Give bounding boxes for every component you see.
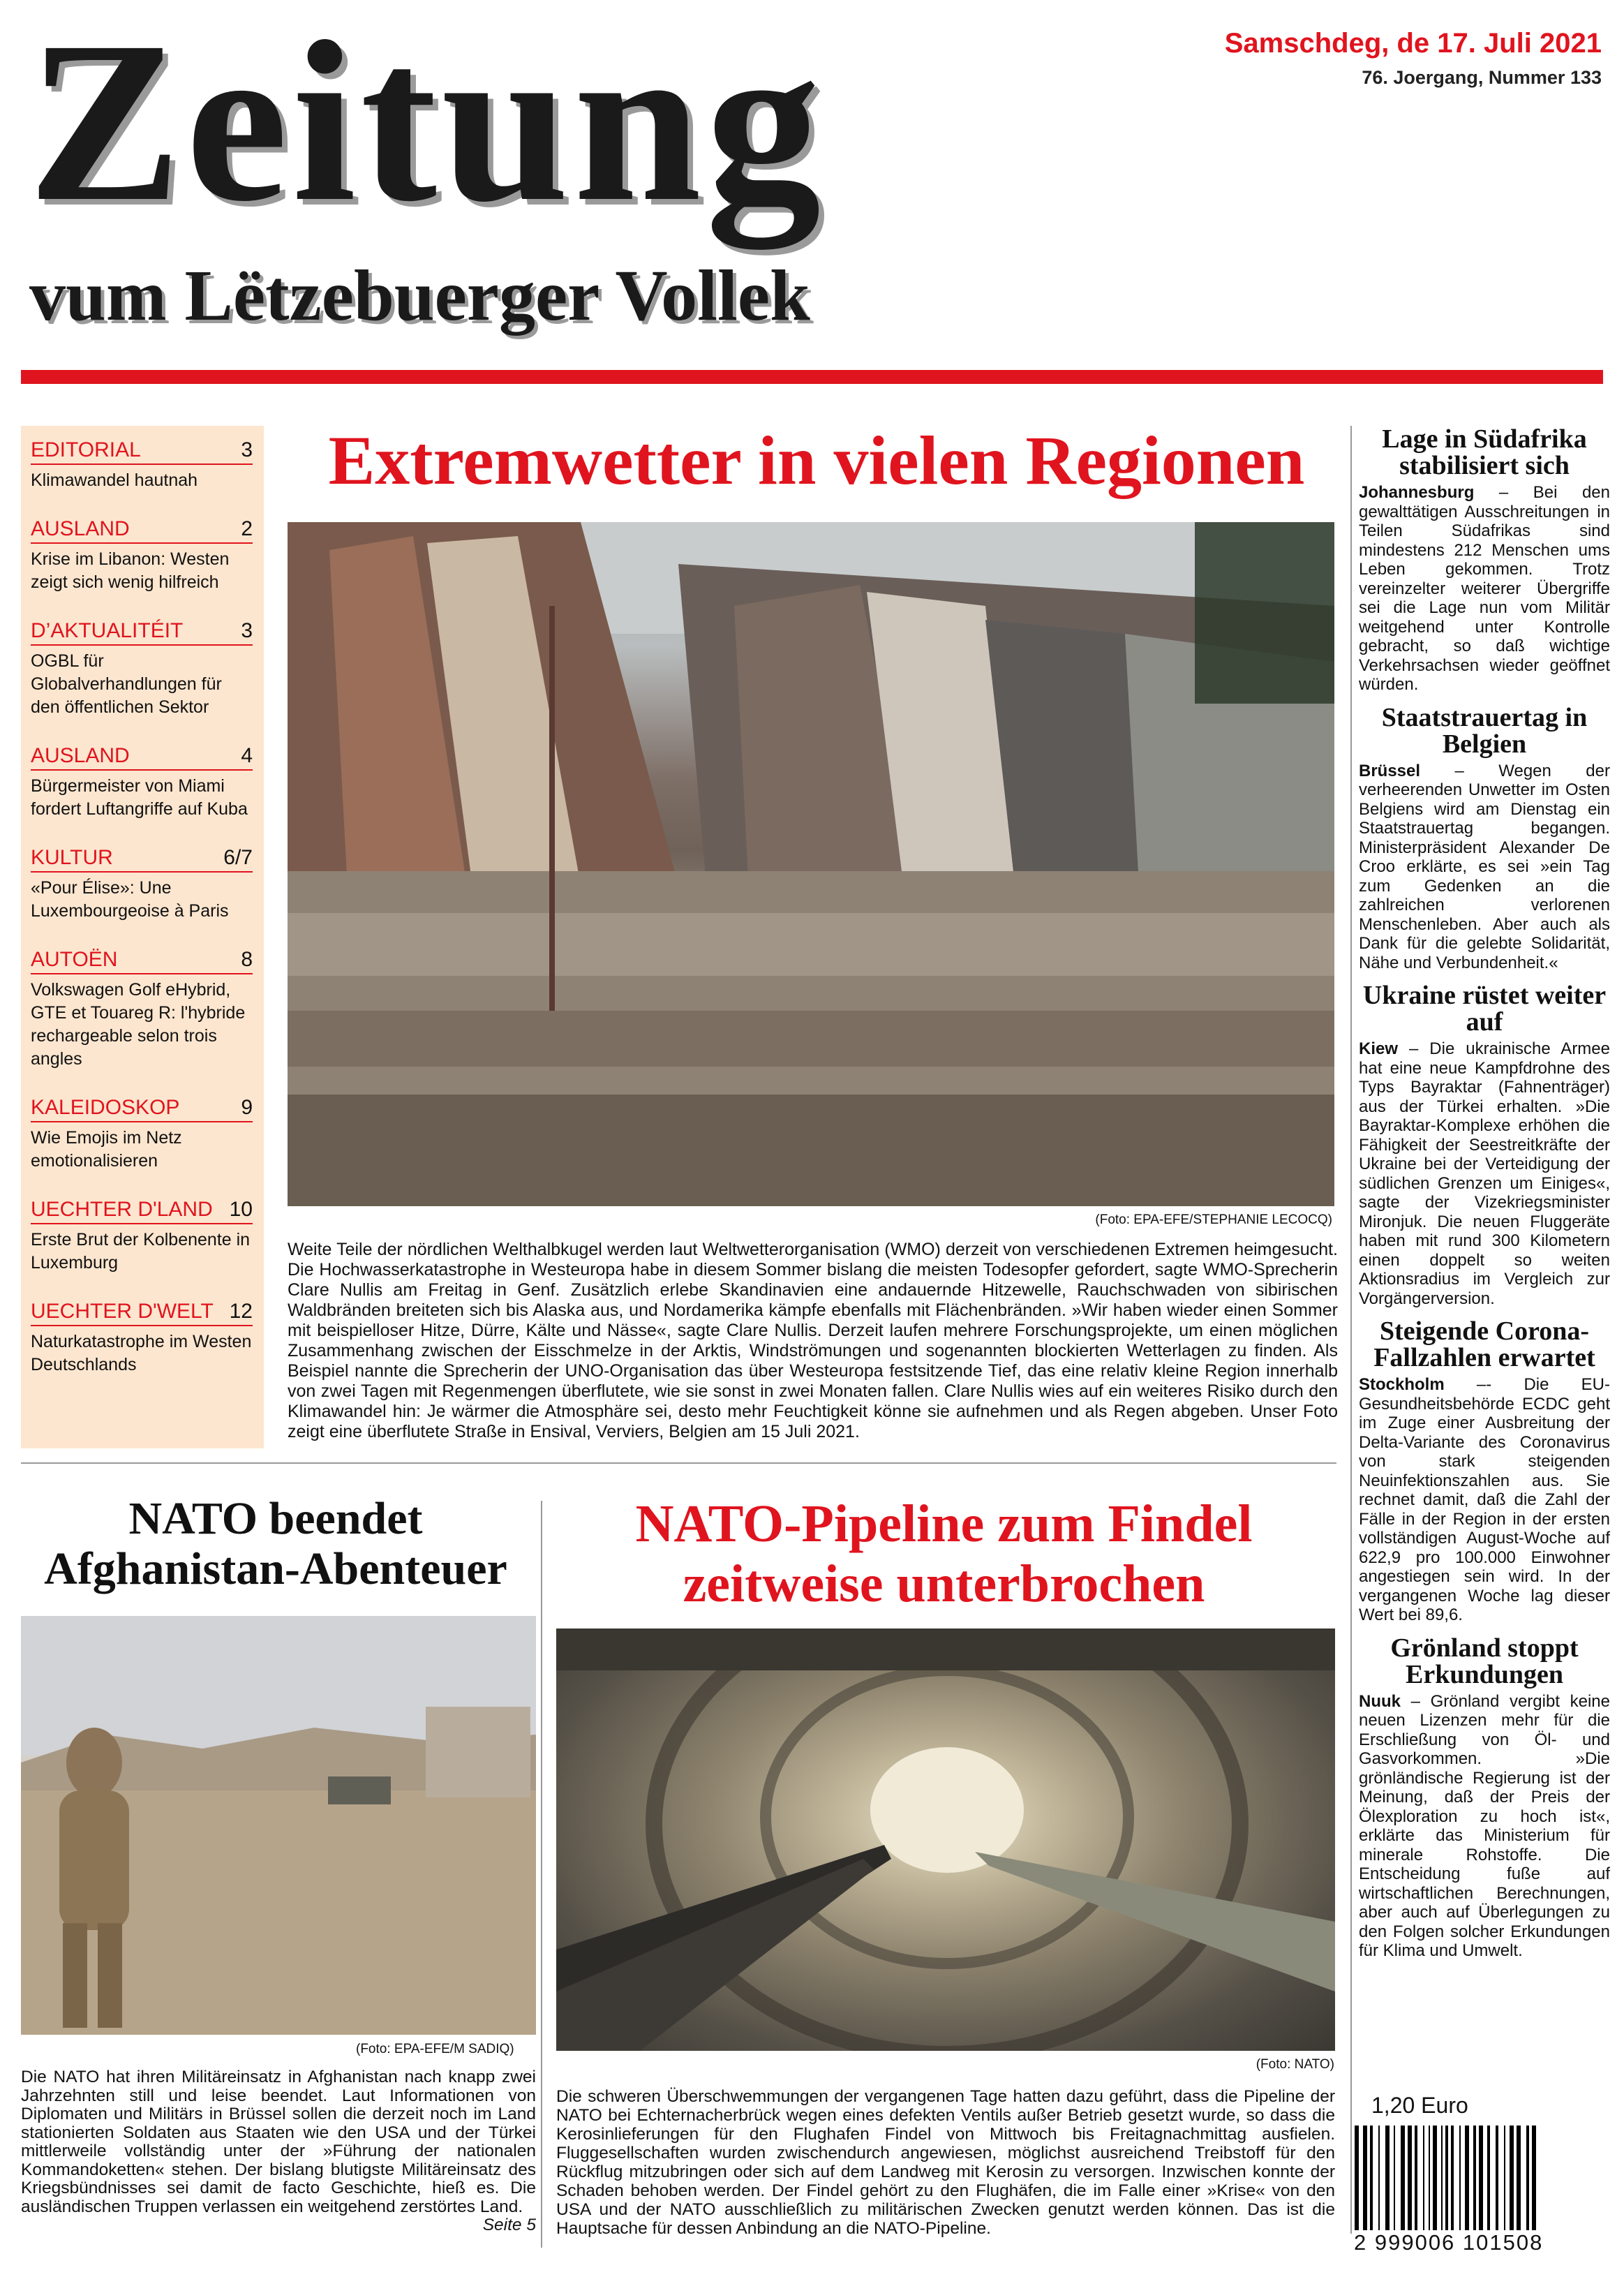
barcode-bar: [1408, 2126, 1412, 2230]
index-page-number: 9: [241, 1096, 253, 1119]
price: 1,20 Euro: [1371, 2093, 1468, 2118]
main-headline[interactable]: Extremwetter in vielen Regionen: [328, 422, 1305, 499]
barcode-number: 2 999006 101508: [1354, 2230, 1544, 2255]
column-divider: [541, 1501, 542, 2248]
barcode-bar: [1378, 2126, 1380, 2230]
index-description: Krise im Libanon: Westen zeigt sich wenig hilfreich: [31, 549, 230, 592]
brief-item: [1359, 1635, 1610, 1961]
barcode-bar: [1394, 2126, 1395, 2230]
news-briefs-column: [1350, 426, 1610, 2234]
index-page-number: 3: [241, 438, 253, 461]
brief-headline[interactable]: Steigende Corona-Fallzahlen erwartet: [1373, 1316, 1595, 1372]
barcode-bar: [1355, 2126, 1359, 2230]
index-item[interactable]: [31, 437, 253, 492]
index-page-number: 4: [241, 744, 253, 767]
brief-dateline: Nuuk: [1359, 1691, 1401, 1711]
barcode-bar: [1459, 2126, 1461, 2230]
nato-photo-caption: (Foto: EPA-EFE/M SADIQ): [356, 2042, 514, 2056]
brief-headline[interactable]: Staatstrauertag in Belgien: [1381, 702, 1588, 759]
main-photo-caption: (Foto: EPA-EFE/STEPHANIE LECOCQ): [1095, 1212, 1332, 1227]
barcode-bar: [1363, 2126, 1367, 2230]
index-item[interactable]: [31, 845, 253, 923]
index-description: Klimawandel hautnah: [31, 470, 198, 490]
index-page-number: 12: [229, 1300, 253, 1323]
tunnel-illustration: [556, 1629, 1335, 2051]
main-story-body: Weite Teile der nördlichen Welthalbkugel werden laut Weltwetterorganisation (WMO) derzeit von verschiedenen Extremen heimgesucht. Die Hochwasserkatastrophe in Westeuropa habe in diesem Sommer bislang die meisten Todesopfer gefordert, sagte WMO-Sprecherin Clare Nullis am Freitag in Genf. Zusätzlich erlebe Skandinavien eine andauernde Hitzewelle, Rauchschwaden von sibirischen Waldbränden breiteten sich bis Alaska aus, und Nordamerika kämpfe ebenfalls mit Flächenbränden. »Wir haben wieder einen Sommer mit beispielloser Hitze, Dürre, Kälte und Nässe«, sagte Clare Nullis. Derzeit laufen mehrere Forschungsprojekte, um einen möglichen Zusammenhang zwischen der Eisschmelze in der Arktis, Windströmungen und sogenannten blockierten Wetterlagen zu finden. Als Beispiel nannte die Sprecherin der UNO-Organisation das über Westeuropa festsitzende Tief, das eine relativ kleine Region innerhalb von zwei Tagen mit Regenmengen überflutete, wie sie sonst in zwei Monaten fallen. Clare Nullis wies auf ein weiteres Risiko durch den Klimawandel hin: Je wärmer die Atmosphäre sei, desto mehr Feuchtigkeit könne sie aufnehmen und als Regen abgeben. Unser Foto zeigt eine überflutete Straße in Ensival, Verviers, Belgien am 15 Juli 2021.: [288, 1240, 1338, 1441]
section-divider: [21, 1462, 1336, 1464]
brief-dateline: Stockholm: [1359, 1375, 1445, 1394]
issue-date: Samschdeg, de 17. Juli 2021: [1224, 28, 1602, 59]
flood-illustration: [288, 522, 1334, 1206]
index-description: Erste Brut der Kolbenente in Luxemburg: [31, 1230, 251, 1273]
brief-item: [1359, 704, 1610, 973]
brief-dateline: Brüssel: [1359, 761, 1421, 780]
barcode-bar: [1504, 2126, 1505, 2230]
barcode-bar: [1429, 2126, 1430, 2230]
barcode-bar: [1532, 2126, 1536, 2230]
index-item[interactable]: [31, 618, 253, 719]
index-item[interactable]: [31, 743, 253, 821]
brief-item: [1359, 982, 1610, 1308]
pipeline-headline[interactable]: NATO-Pipeline zum Findel zeitweise unterbrochen: [635, 1494, 1253, 1613]
index-section-label[interactable]: EDITORIAL: [31, 438, 141, 461]
brief-text: – Bei den gewalttätigen Ausschreitungen in Teilen Südafrikas sind mindestens 212 Menschen ums Leben gekommen. Trotz vereinzelter weiterer Übergriffe sei die Lage nun vom Militär weitgehend unter Kontrolle gebracht, so daß wichtige Verkehrsachsen wieder geöffnet würden.: [1359, 483, 1610, 694]
pipeline-photo-caption: (Foto: NATO): [1256, 2057, 1334, 2072]
index-section-label[interactable]: AUTOËN: [31, 948, 118, 971]
index-description: Bürgermeister von Miami fordert Luftangriffe auf Kuba: [31, 776, 248, 819]
pipeline-tunnel-photo: [556, 1629, 1335, 2051]
barcode: [1350, 2126, 1602, 2230]
brief-dateline: Kiew: [1359, 1039, 1399, 1058]
index-page-number: 10: [229, 1198, 253, 1221]
index-section-label[interactable]: AUSLAND: [31, 744, 130, 767]
index-section-label[interactable]: UECHTER D'WELT: [31, 1300, 214, 1323]
index-item[interactable]: [31, 947, 253, 1071]
barcode-bar: [1473, 2126, 1476, 2230]
barcode-bar: [1487, 2126, 1490, 2230]
masthead-rule: [21, 370, 1603, 384]
nato-body-text: Die NATO hat ihren Militäreinsatz in Afghanistan nach knapp zwei Jahrzehnten still und leise beendet. Laut Informationen von Diplomaten und Militärs in Brüssel sollen die derzeit noch im Land stationierten Soldaten aus Staaten wie den USA und der Türkei mittlerweile vollständig unter der »Führung der nationalen Kommandoketten« stehen. Der bislang blutigste Militäreinsatz des Kriegsbündnisses sei damit de facto Geschichte, hieß es. Die ausländischen Truppen verlassen ein weitgehend zerstörtes Land.: [21, 2068, 536, 2216]
brief-headline[interactable]: Grönland stoppt Erkundungen: [1390, 1633, 1579, 1689]
index-sidebar: [21, 426, 264, 1448]
barcode-bar: [1370, 2126, 1373, 2230]
brief-text: –- Die EU-Gesundheitsbehörde ECDC geht im Zuge einer Ausbreitung der Delta-Variante des Coronavirus von stark steigenden Neuinfektionszahlen aus. Sie rechnet damit, daß die Zahl der Fälle in der Region in der ersten vollständigen August-Woche auf 622,9 pro 100.000 Einwohner angestiegen sein wird. In der vergangenen Woche lag dieser Wert bei 89,6.: [1359, 1375, 1610, 1624]
barcode-bar: [1479, 2126, 1483, 2230]
index-item[interactable]: [31, 1298, 253, 1377]
brief-body: [1359, 1692, 1610, 1961]
nato-story-body: [21, 2068, 536, 2235]
index-item[interactable]: [31, 1196, 253, 1275]
index-section-label[interactable]: KULTUR: [31, 846, 113, 869]
barcode-bar: [1451, 2126, 1454, 2230]
brief-text: – Grönland vergibt keine neuen Lizenzen mehr für die Erschließung von Öl- und Gasvorkommen. »Die grönländische Regierung ist der Meinung, daß der Preis der Ölexploration zu hoch ist«, erklärte das Ministerium für minerale Rohstoffe. Die Entscheidung fuße auf wirtschaftlichen Berechnungen, aber auch auf Überlegungen zu den Folgen solcher Erkundungen für Klima und Umwelt.: [1359, 1691, 1610, 1960]
brief-item: [1359, 426, 1610, 695]
brief-body: [1359, 483, 1610, 695]
index-section-label[interactable]: KALEIDOSKOP: [31, 1096, 180, 1119]
pipeline-story-body: Die schweren Überschwemmungen der vergangenen Tage hatten dazu geführt, dass die Pipeline der NATO bei Echternacherbrück wegen eines defekten Ventils außer Betrieb gesetzt wurde, so dass die Kerosinlieferungen für den Flughafen Findel von Mittwoch bis Freitagnachmittag ausfielen. Fluggesellschaften wurden zwischendurch angewiesen, möglichst ausreichend Treibstoff für den Rückflug mitzubringen oder sich auf dem Landweg mit Kerosin zu versorgen. Inzwischen konnte der Schaden behoben werden. Der Findel gehört zu den Flughäfen, die im Falle einer »Krise« von den USA und der NATO ausschließlich zu militärischen Zwecken genutzt werden können. Das ist die Hauptsache für dessen Anbindung an die NATO-Pipeline.: [556, 2087, 1335, 2238]
index-item[interactable]: [31, 1095, 253, 1173]
index-description: Wie Emojis im Netz emotionalisieren: [31, 1128, 182, 1171]
index-section-label[interactable]: D’AKTUALITÉIT: [31, 619, 184, 642]
index-page-number: 3: [241, 619, 253, 642]
barcode-bar: [1441, 2126, 1443, 2230]
barcode-bar: [1517, 2126, 1521, 2230]
brief-item: [1359, 1318, 1610, 1625]
masthead-title: Zeitung: [28, 0, 826, 249]
brief-body: [1359, 762, 1610, 973]
barcode-bar: [1445, 2126, 1448, 2230]
index-page-number: 2: [241, 517, 253, 540]
issue-number: 76. Joergang, Nummer 133: [1362, 67, 1602, 88]
barcode-bar: [1526, 2126, 1529, 2230]
brief-body: [1359, 1039, 1610, 1308]
nato-page-reference[interactable]: Seite 5: [482, 2216, 536, 2234]
barcode-bars: [1350, 2126, 1602, 2230]
index-description: «Pour Élise»: Une Luxembourgeoise à Paris: [31, 878, 229, 921]
brief-headline[interactable]: Lage in Südafrika stabilisiert sich: [1382, 424, 1587, 480]
index-page-number: 8: [241, 948, 253, 971]
index-section-label[interactable]: UECHTER D'LAND: [31, 1198, 213, 1221]
barcode-bar: [1496, 2126, 1498, 2230]
soldier-illustration: [21, 1616, 536, 2035]
index-page-number: 6/7: [223, 846, 253, 869]
barcode-bar: [1465, 2126, 1469, 2230]
main-photo-flooded-street: [288, 522, 1334, 1206]
barcode-bar: [1510, 2126, 1514, 2230]
index-description: Volkswagen Golf eHybrid, GTE et Touareg R: l'hybride rechargeable selon trois angles: [31, 980, 246, 1069]
index-section-label[interactable]: AUSLAND: [31, 517, 130, 540]
index-description: Naturkatastrophe im Westen Deutschlands: [31, 1332, 252, 1374]
barcode-bar: [1385, 2126, 1390, 2230]
index-item[interactable]: [31, 516, 253, 594]
masthead-subtitle: vum Lëtzebuerger Vollek: [29, 255, 810, 336]
afghanistan-photo: [21, 1616, 536, 2035]
brief-headline[interactable]: Ukraine rüstet weiter auf: [1362, 981, 1607, 1037]
brief-dateline: Johannesburg: [1359, 483, 1475, 502]
brief-text: – Die ukrainische Armee hat eine neue Kampfdrohne des Typs Bayraktar (Fahnenträger) aus der Türkei erhalten. »Die Bayraktar-Komplexe erhöhen die Fähigkeit der Seestreitkräfte der Ukraine bei der Verteidigung der südlichen Grenzen um Einiges«, sagte der Vizekriegsminister Mironjuk. Die neuen Fluggeräte haben mit rund 300 Kilometern einen doppelt so weiten Aktionsradius im Vergleich zur Vorgängerversion.: [1359, 1039, 1610, 1308]
barcode-bar: [1423, 2126, 1424, 2230]
barcode-bar: [1401, 2126, 1405, 2230]
nato-headline[interactable]: NATO beendet Afghanistan-Abenteuer: [44, 1493, 507, 1594]
index-description: OGBL für Globalverhandlungen für den öffentlichen Sektor: [31, 651, 222, 717]
brief-text: – Wegen der verheerenden Unwetter im Osten Belgiens wird am Dienstag ein Staatstrauertag begangen. Ministerpräsident Alexander De Croo erklärte, es sei »ein Tag zum Gedenken an die zahlreichen verlorenen Menschenleben. Aber auch als Dank für die gelebte Solidarität, Nähe und Verbundenheit.«: [1359, 761, 1610, 972]
barcode-bar: [1433, 2126, 1437, 2230]
barcode-bar: [1415, 2126, 1417, 2230]
brief-body: [1359, 1375, 1610, 1625]
